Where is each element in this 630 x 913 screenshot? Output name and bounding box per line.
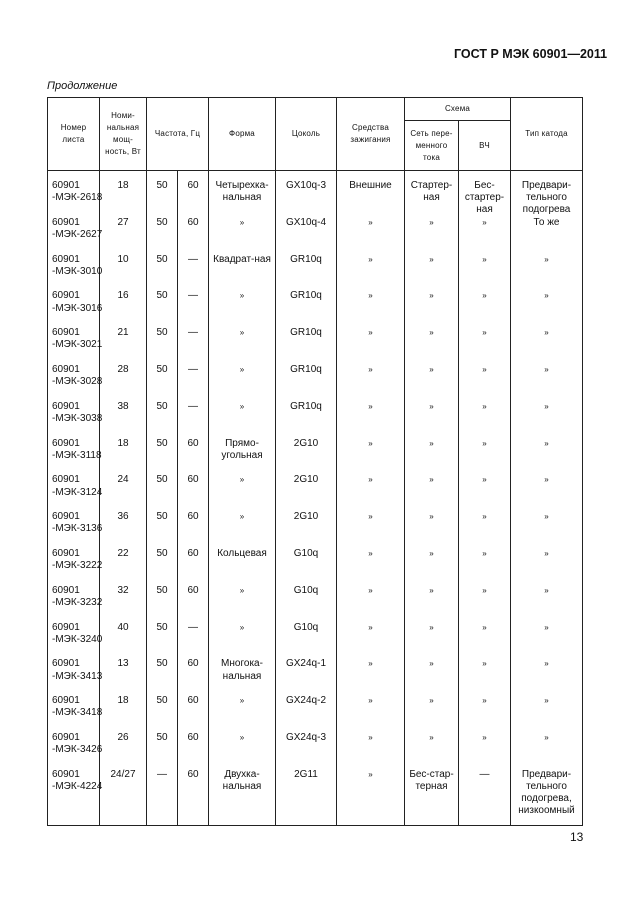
table-cell-sheet: 60901 -МЭК-3413 [48,658,100,695]
table-cell-hf: » [459,658,511,695]
table-cell-power: 18 [100,438,147,475]
table-cell-ac: » [405,217,459,254]
table-cell-power: 13 [100,658,147,695]
table-cell-power: 36 [100,511,147,548]
table-cell-hf: » [459,511,511,548]
table-cell-ign: » [337,474,405,511]
table-cell-hf: » [459,217,511,254]
table-cell-sheet: 60901 -МЭК-3016 [48,290,100,327]
header-power: Номи-нальная мощ-ность, Вт [100,98,147,171]
table-cell-f1: 50 [147,171,178,217]
table-cell-base: GR10q [276,401,337,438]
table-cell-hf: » [459,438,511,475]
table-cell-sheet: 60901 -МЭК-3010 [48,254,100,291]
table-cell-f1: 50 [147,732,178,769]
table-cell-sheet: 60901 -МЭК-4224 [48,769,100,826]
table-cell-base: GR10q [276,327,337,364]
table-row [48,364,583,401]
table-cell-hf: » [459,585,511,622]
table-cell-sheet: 60901 -МЭК-3124 [48,474,100,511]
header-ignition: Средства зажигания [337,98,405,171]
table-cell-cathode: » [511,438,583,475]
table-row [48,585,583,622]
table-cell-cathode: » [511,622,583,659]
table-cell-f2: 60 [178,474,209,511]
table-cell-power: 18 [100,695,147,732]
table-cell-f1: 50 [147,511,178,548]
table-cell-f2: — [178,290,209,327]
table-cell-sheet: 60901 -МЭК-3028 [48,364,100,401]
table-cell-ign: » [337,364,405,401]
table-cell-base: 2G10 [276,511,337,548]
table-cell-ac: » [405,548,459,585]
table-cell-f1: 50 [147,474,178,511]
continuation-label: Продолжение [47,80,118,92]
table-row [48,658,583,695]
table-cell-base: G10q [276,585,337,622]
table-cell-cathode: » [511,474,583,511]
table-cell-cathode: » [511,327,583,364]
table-cell-base: GX24q-3 [276,732,337,769]
page-number: 13 [570,830,584,844]
table-cell-shape: » [209,290,276,327]
table-cell-f2: 60 [178,658,209,695]
table-cell-sheet: 60901 -МЭК-3021 [48,327,100,364]
table-cell-sheet: 60901 -МЭК-3136 [48,511,100,548]
table-cell-f2: 60 [178,438,209,475]
table-cell-shape: Двухка-нальная [209,769,276,826]
table-cell-cathode: Предвари-тельного подогрева, низкоомный [511,769,583,826]
table-cell-cathode: » [511,732,583,769]
table-row [48,438,583,475]
table-cell-f1: 50 [147,658,178,695]
table-cell-ac: » [405,474,459,511]
table-cell-shape: » [209,732,276,769]
table-cell-shape: Кольцевая [209,548,276,585]
table-cell-shape: » [209,474,276,511]
table-cell-power: 28 [100,364,147,401]
table-row [48,327,583,364]
table-cell-f2: 60 [178,769,209,826]
table-cell-hf: » [459,474,511,511]
table-cell-ac: » [405,695,459,732]
table-cell-ign: » [337,511,405,548]
table-cell-cathode: Предвари-тельного подогрева [511,171,583,217]
table-cell-power: 22 [100,548,147,585]
table-cell-power: 18 [100,171,147,217]
table-cell-power: 27 [100,217,147,254]
table-row [48,217,583,254]
table-cell-power: 40 [100,622,147,659]
table-cell-f1: 50 [147,548,178,585]
table-cell-hf: Бес-стартер-ная [459,171,511,217]
table-cell-cathode: » [511,695,583,732]
table-cell-sheet: 60901 -МЭК-2627 [48,217,100,254]
table-cell-shape: » [209,401,276,438]
table-cell-ac: Стартер-ная [405,171,459,217]
table-cell-f2: 60 [178,585,209,622]
table-cell-ac: » [405,290,459,327]
header-frequency: Частота, Гц [147,98,209,171]
table-cell-hf: » [459,290,511,327]
table-cell-ign: » [337,622,405,659]
table-cell-sheet: 60901 -МЭК-3038 [48,401,100,438]
table-cell-shape: » [209,622,276,659]
table-cell-ign: » [337,327,405,364]
table-cell-shape: » [209,585,276,622]
table-row [48,474,583,511]
table-cell-ac: » [405,622,459,659]
table-cell-base: GR10q [276,254,337,291]
table-cell-ign: » [337,217,405,254]
table-cell-sheet: 60901 -МЭК-3426 [48,732,100,769]
table-row [48,254,583,291]
header-base: Цоколь [276,98,337,171]
table-cell-power: 16 [100,290,147,327]
table-cell-base: GR10q [276,364,337,401]
table-cell-cathode: » [511,511,583,548]
table-cell-cathode: » [511,585,583,622]
table-cell-cathode: » [511,364,583,401]
table-cell-ign: » [337,769,405,826]
table-cell-ac: » [405,658,459,695]
table-cell-shape: Квадрат-ная [209,254,276,291]
table-cell-power: 38 [100,401,147,438]
table-cell-f2: — [178,327,209,364]
table-cell-base: GR10q [276,290,337,327]
table-cell-cathode: » [511,401,583,438]
document-title: ГОСТ Р МЭК 60901—2011 [454,47,608,61]
table-cell-base: G10q [276,548,337,585]
table-row [48,548,583,585]
table-cell-ac: » [405,401,459,438]
lamp-data-table [47,97,583,826]
table-cell-ac: » [405,732,459,769]
table-cell-f1: 50 [147,695,178,732]
table-cell-f2: — [178,254,209,291]
table-row [48,511,583,548]
table-cell-f1: 50 [147,290,178,327]
table-cell-ac: Бес-стар-терная [405,769,459,826]
table-cell-f2: 60 [178,217,209,254]
table-cell-ac: » [405,511,459,548]
table-cell-sheet: 60901 -МЭК-3222 [48,548,100,585]
table-cell-shape: Четырехка-нальная [209,171,276,217]
header-cathode: Тип катода [511,98,583,171]
table-cell-cathode: То же [511,217,583,254]
table-cell-base: GX24q-1 [276,658,337,695]
header-hf: ВЧ [459,121,511,171]
table-cell-f1: 50 [147,254,178,291]
table-cell-ign: » [337,585,405,622]
table-cell-cathode: » [511,290,583,327]
table-cell-shape: Прямо-угольная [209,438,276,475]
table-cell-f1: 50 [147,217,178,254]
table-cell-f2: 60 [178,695,209,732]
table-cell-hf: » [459,695,511,732]
table-cell-f1: 50 [147,327,178,364]
table-cell-hf: » [459,254,511,291]
table-cell-hf: » [459,622,511,659]
table-cell-f1: 50 [147,401,178,438]
table-cell-shape: » [209,695,276,732]
table-cell-f2: — [178,622,209,659]
table-cell-power: 24/27 [100,769,147,826]
table-cell-ign: » [337,401,405,438]
table-cell-f1: 50 [147,438,178,475]
table-row [48,695,583,732]
header-ac-mains: Сеть пере-менного тока [405,121,459,171]
table-cell-shape: Многока-нальная [209,658,276,695]
table-cell-ac: » [405,254,459,291]
table-row [48,769,583,826]
table-cell-base: 2G10 [276,474,337,511]
table-cell-base: 2G10 [276,438,337,475]
table-cell-base: GX10q-4 [276,217,337,254]
table-cell-cathode: » [511,254,583,291]
table-cell-ign: » [337,438,405,475]
table-cell-base: G10q [276,622,337,659]
table-row [48,290,583,327]
table-cell-ac: » [405,585,459,622]
table-cell-ac: » [405,364,459,401]
table-cell-f1: 50 [147,585,178,622]
table-cell-f2: 60 [178,171,209,217]
table-cell-cathode: » [511,658,583,695]
table-cell-power: 24 [100,474,147,511]
table-cell-base: GX10q-3 [276,171,337,217]
table-cell-f2: — [178,401,209,438]
table-cell-shape: » [209,511,276,548]
header-shape: Форма [209,98,276,171]
table-cell-power: 26 [100,732,147,769]
table-cell-f1: 50 [147,622,178,659]
table-cell-ac: » [405,327,459,364]
table-cell-cathode: » [511,548,583,585]
table-cell-ign: » [337,548,405,585]
table-cell-base: GX24q-2 [276,695,337,732]
table-cell-f2: 60 [178,732,209,769]
table-cell-power: 10 [100,254,147,291]
table-cell-sheet: 60901 -МЭК-2618 [48,171,100,217]
table-cell-ign: » [337,732,405,769]
table-cell-f2: 60 [178,548,209,585]
table-cell-sheet: 60901 -МЭК-3232 [48,585,100,622]
table-cell-f2: — [178,364,209,401]
table-cell-hf: » [459,364,511,401]
table-row [48,401,583,438]
table-cell-ign: Внешние [337,171,405,217]
table-cell-ign: » [337,290,405,327]
table-cell-hf: » [459,327,511,364]
table-cell-power: 21 [100,327,147,364]
table-cell-hf: » [459,732,511,769]
table-cell-shape: » [209,327,276,364]
table-cell-power: 32 [100,585,147,622]
header-scheme: Схема [405,98,511,121]
table-cell-hf: — [459,769,511,826]
table-row [48,732,583,769]
table-cell-sheet: 60901 -МЭК-3118 [48,438,100,475]
header-sheet-no: Номер листа [48,98,100,171]
table-cell-sheet: 60901 -МЭК-3240 [48,622,100,659]
table-cell-hf: » [459,401,511,438]
table-cell-base: 2G11 [276,769,337,826]
table-row [48,622,583,659]
table-row [48,171,583,217]
table-cell-ign: » [337,658,405,695]
table-cell-f2: 60 [178,511,209,548]
table-cell-ac: » [405,438,459,475]
table-cell-f1: — [147,769,178,826]
table-cell-ign: » [337,254,405,291]
table-cell-ign: » [337,695,405,732]
table-cell-shape: » [209,217,276,254]
table-cell-f1: 50 [147,364,178,401]
table-cell-sheet: 60901 -МЭК-3418 [48,695,100,732]
table-cell-shape: » [209,364,276,401]
table-cell-hf: » [459,548,511,585]
